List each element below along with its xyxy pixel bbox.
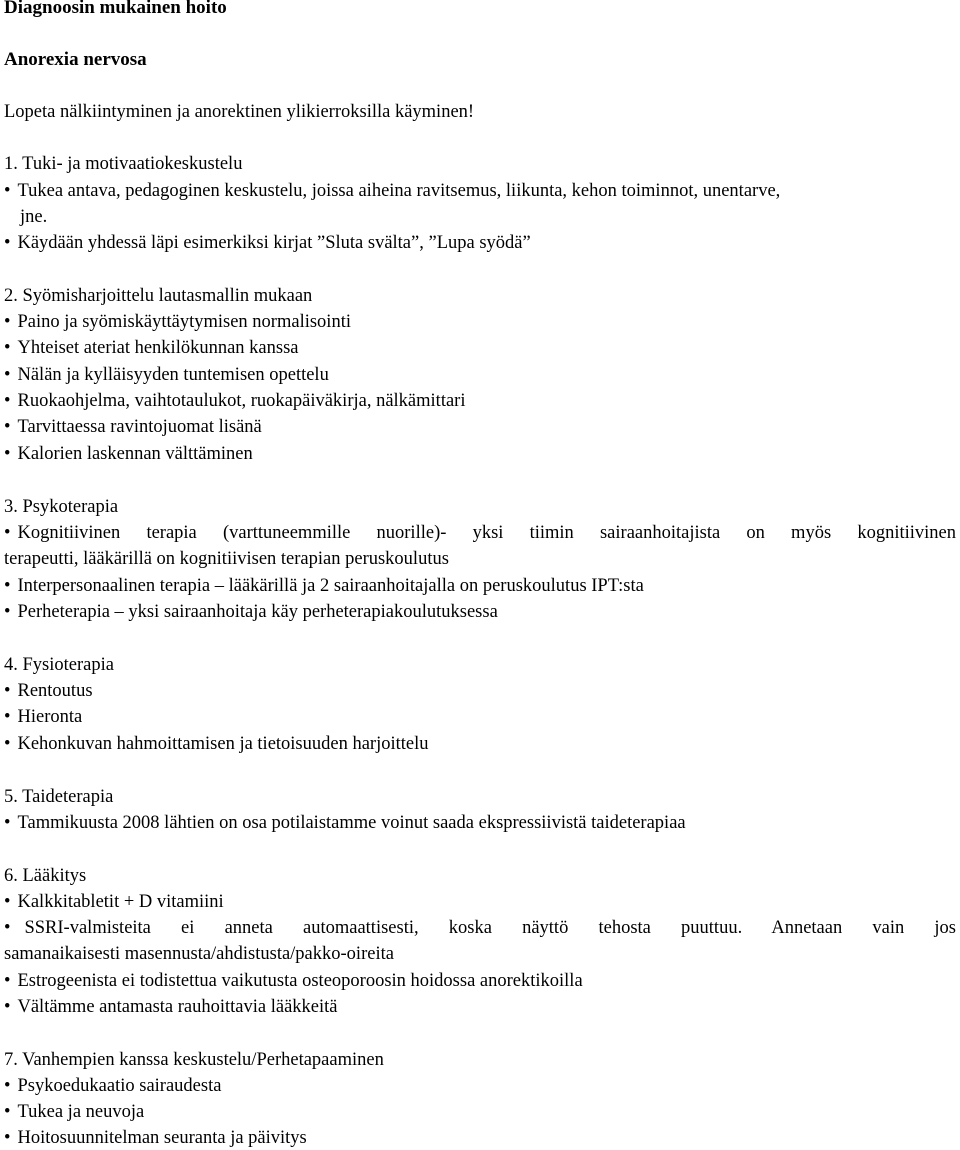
- list-item-text: Rentoutus: [17, 681, 93, 701]
- list-item-text: Ruokaohjelma, vaihtotaulukot, ruokapäiväkirja, nälkämittari: [17, 391, 466, 411]
- bullet: •: [4, 734, 11, 754]
- bullet: •: [4, 813, 11, 833]
- section-3-title: 3. Psykoterapia: [4, 497, 119, 517]
- section-7-title: 7. Vanhempien kanssa keskustelu/Perhetapaaminen: [4, 1050, 384, 1070]
- section-4-title: 4. Fysioterapia: [4, 655, 114, 675]
- list-item: [4, 1101, 144, 1123]
- list-item-text: SSRI-valmisteita ei anneta automaattisesti, koska näyttö tehosta puuttuu. Annetaan vain jos: [24, 918, 956, 938]
- list-item: [4, 680, 93, 702]
- list-item-text: Nälän ja kylläisyyden tuntemisen opettelu: [17, 365, 329, 385]
- list-item-text: Kehonkuvan hahmoittamisen ja tietoisuuden harjoittelu: [17, 734, 429, 754]
- list-item: [4, 311, 351, 333]
- bullet: •: [4, 365, 11, 385]
- list-item: [4, 1127, 307, 1149]
- list-item: [4, 232, 531, 254]
- list-item: [4, 390, 465, 412]
- list-item: [4, 996, 338, 1018]
- list-item: [4, 812, 686, 834]
- bullet: •: [4, 312, 11, 332]
- bullet: •: [4, 391, 11, 411]
- list-item: [4, 416, 262, 438]
- list-item-text: Kognitiivinen terapia (varttuneemmille nuorille)- yksi tiimin sairaanhoitajista on myös kognitiivinen: [17, 523, 956, 543]
- list-item-text: Perheterapia – yksi sairaanhoitaja käy perheterapiakoulutuksessa: [17, 602, 498, 622]
- list-item-text: Kalorien laskennan välttäminen: [17, 444, 253, 464]
- bullet: •: [4, 417, 11, 437]
- list-item-text: Yhteiset ateriat henkilökunnan kanssa: [17, 338, 299, 358]
- list-item-continuation: samanaikaisesti masennusta/ahdistusta/pakko-oireita: [4, 944, 394, 964]
- list-item-text: Vältämme antamasta rauhoittavia lääkkeitä: [17, 997, 338, 1017]
- list-item: [4, 522, 956, 544]
- list-item: [4, 337, 299, 359]
- list-item-text: Tukea ja neuvoja: [17, 1102, 145, 1122]
- list-item: [4, 970, 583, 992]
- bullet: •: [4, 971, 11, 991]
- list-item-text: Käydään yhdessä läpi esimerkiksi kirjat ”Sluta svälta”, ”Lupa syödä”: [17, 233, 531, 253]
- list-item-text: Psykoedukaatio sairaudesta: [17, 1076, 222, 1096]
- list-item-continuation: jne.: [20, 207, 48, 227]
- section-6-title: 6. Lääkitys: [4, 866, 87, 886]
- list-item-text: Estrogeenista ei todistettua vaikutusta osteoporoosin hoidossa anorektikoilla: [17, 971, 583, 991]
- bullet: •: [4, 997, 11, 1017]
- list-item-text: Hieronta: [17, 707, 83, 727]
- bullet: •: [4, 892, 11, 912]
- list-item: [4, 443, 253, 465]
- section-1-title: 1. Tuki- ja motivaatiokeskustelu: [4, 154, 243, 174]
- bullet: •: [4, 1102, 11, 1122]
- list-item-text: Kalkkitabletit + D vitamiini: [17, 892, 224, 912]
- list-item-text: Tukea antava, pedagoginen keskustelu, joissa aiheina ravitsemus, liikunta, kehon toiminnot, unentarve,: [17, 181, 781, 201]
- list-item: [4, 180, 780, 202]
- subtitle: Anorexia nervosa: [4, 49, 147, 70]
- bullet: •: [4, 602, 11, 622]
- list-item-text: Tammikuusta 2008 lähtien on osa potilaistamme voinut saada ekspressiivistä taideterapiaa: [17, 813, 686, 833]
- list-item: [4, 733, 429, 755]
- list-item: [4, 601, 498, 623]
- bullet: •: [4, 918, 11, 938]
- section-5-title: 5. Taideterapia: [4, 787, 114, 807]
- list-item-text: Interpersonaalinen terapia – lääkärillä ja 2 sairaanhoitajalla on peruskoulutus IPT:sta: [17, 576, 644, 596]
- list-item-text: Paino ja syömiskäyttäytymisen normalisointi: [17, 312, 351, 332]
- list-item: [4, 1075, 221, 1097]
- list-item: [4, 891, 224, 913]
- bullet: •: [4, 444, 11, 464]
- section-2-title: 2. Syömisharjoittelu lautasmallin mukaan: [4, 286, 313, 306]
- list-item: [4, 575, 644, 597]
- bullet: •: [4, 338, 11, 358]
- bullet: •: [4, 233, 11, 253]
- bullet: •: [4, 1128, 11, 1148]
- page-title: Diagnoosin mukainen hoito: [4, 0, 227, 18]
- list-item-continuation: terapeutti, lääkärillä on kognitiivisen terapian peruskoulutus: [4, 549, 449, 569]
- list-item-text: Hoitosuunnitelman seuranta ja päivitys: [17, 1128, 307, 1148]
- list-item-text: Tarvittaessa ravintojuomat lisänä: [17, 417, 262, 437]
- bullet: •: [4, 707, 11, 727]
- list-item: [4, 917, 956, 939]
- bullet: •: [4, 523, 11, 543]
- bullet: •: [4, 1076, 11, 1096]
- bullet: •: [4, 681, 11, 701]
- intro-text: Lopeta nälkiintyminen ja anorektinen ylikierroksilla käyminen!: [4, 102, 475, 122]
- bullet: •: [4, 576, 11, 596]
- bullet: •: [4, 181, 11, 201]
- list-item: [4, 364, 329, 386]
- list-item: [4, 706, 82, 728]
